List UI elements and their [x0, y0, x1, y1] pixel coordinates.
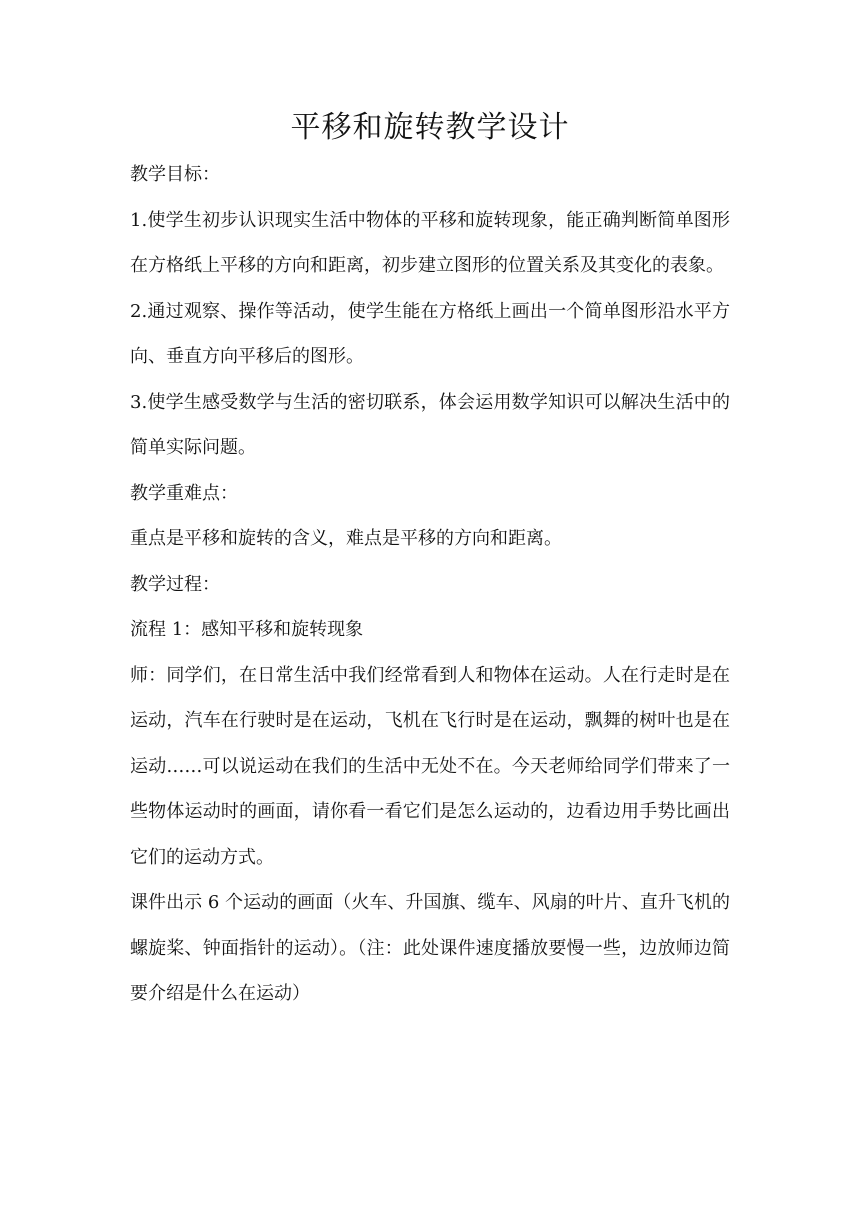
key-points-text: 重点是平移和旋转的含义，难点是平移的方向和距离。: [130, 528, 562, 549]
objective-3: 3.使学生感受数学与生活的密切联系，体会运用数学知识可以解决生活中的简单实际问题。: [130, 391, 730, 458]
objective-1: 1.使学生初步认识现实生活中物体的平移和旋转现象，能正确判断简单图形在方格纸上平移的方向和距离，初步建立图形的位置关系及其变化的表象。: [130, 209, 730, 276]
process-step-1-title: 流程 1：感知平移和旋转现象: [130, 619, 364, 640]
courseware-description: 课件出示 6 个运动的画面（火车、升国旗、缆车、风扇的叶片、直升飞机的螺旋桨、钟面指针的运动）。（注：此处课件速度播放要慢一些，边放师边简要介绍是什么在运动）: [130, 892, 730, 1004]
objective-2: 2.通过观察、操作等活动，使学生能在方格纸上画出一个简单图形沿水平方向、垂直方向平移后的图形。: [130, 300, 730, 367]
teacher-dialogue: 师：同学们，在日常生活中我们经常看到人和物体在运动。人在行走时是在运动，汽车在行驶时是在运动，飞机在飞行时是在运动，飘舞的树叶也是在运动……可以说运动在我们的生活中无处不在。今天老师给同学们带来了一些物体运动时的画面，请你看一看它们是怎么运动的，边看边用手势比画出它们的运动方式。: [130, 664, 730, 868]
document-body: [130, 152, 730, 1017]
heading-key-points: 教学重难点：: [130, 482, 238, 504]
heading-teaching-objectives: 教学目标：: [130, 164, 220, 185]
heading-teaching-process: 教学过程：: [130, 573, 220, 595]
document-title: 平移和旋转教学设计: [290, 110, 570, 145]
